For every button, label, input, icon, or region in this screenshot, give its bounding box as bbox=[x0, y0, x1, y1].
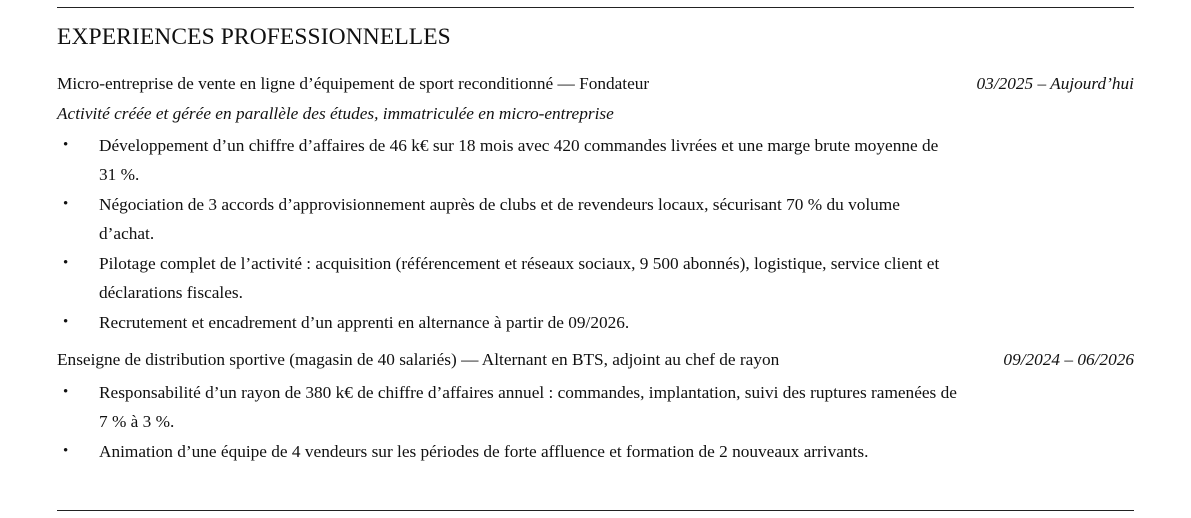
bullet-text: Recrutement et encadrement d’un apprenti en alternance à partir de 09/2026. bbox=[99, 313, 630, 332]
experience-entry-2-heading: Enseigne de distribution sportive (magasin de 40 salariés) — Alternant en BTS, adjoint au chef de rayon bbox=[57, 350, 780, 369]
experience-entry-2-dates: 09/2024 – 06/2026 bbox=[1003, 350, 1134, 369]
bullet-marker: • bbox=[63, 443, 69, 459]
top-rule bbox=[57, 7, 1134, 8]
bullet-text: Pilotage complet de l’activité : acquisition (référencement et réseaux sociaux, 9 500 abonnés), logistique, service client et déclarations fiscales. bbox=[99, 254, 940, 302]
bullet-item bbox=[57, 190, 957, 248]
bullet-marker: • bbox=[63, 384, 69, 400]
bullet-text: Responsabilité d’un rayon de 380 k€ de chiffre d’affaires annuel : commandes, implantation, suivi des ruptures ramenées de 7 % à 3 %. bbox=[99, 383, 957, 431]
bullet-text: Négociation de 3 accords d’approvisionnement auprès de clubs et de revendeurs locaux, sécurisant 70 % du volume d’achat. bbox=[99, 195, 900, 243]
bullet-item bbox=[57, 131, 957, 189]
bullet-item bbox=[57, 378, 957, 436]
experience-entry-1-heading: Micro-entreprise de vente en ligne d’équipement de sport reconditionné — Fondateur bbox=[57, 74, 650, 93]
bullet-item bbox=[57, 249, 957, 307]
bottom-rule bbox=[57, 510, 1134, 511]
experience-entry-2-header bbox=[57, 348, 1134, 372]
bullet-marker: • bbox=[63, 314, 69, 330]
experience-entry-2-bullets bbox=[57, 378, 957, 467]
bullet-text: Animation d’une équipe de 4 vendeurs sur les périodes de forte affluence et formation de 2 nouveaux arrivants. bbox=[99, 442, 869, 461]
bullet-marker: • bbox=[63, 196, 69, 212]
experience-entry-1-subtitle: Activité créée et gérée en parallèle des études, immatriculée en micro-entreprise bbox=[57, 104, 614, 123]
bullet-item bbox=[57, 437, 957, 466]
bullet-marker: • bbox=[63, 255, 69, 271]
section-title: EXPERIENCES PROFESSIONNELLES bbox=[57, 24, 451, 50]
experience-entry-1-dates: 03/2025 – Aujourd’hui bbox=[976, 74, 1134, 93]
bullet-text: Développement d’un chiffre d’affaires de 46 k€ sur 18 mois avec 420 commandes livrées et une marge brute moyenne de 31 %. bbox=[99, 136, 939, 184]
bullet-item bbox=[57, 308, 957, 337]
experience-entry-1-header bbox=[57, 72, 1134, 96]
bullet-marker: • bbox=[63, 137, 69, 153]
experience-entry-1-bullets bbox=[57, 131, 957, 338]
